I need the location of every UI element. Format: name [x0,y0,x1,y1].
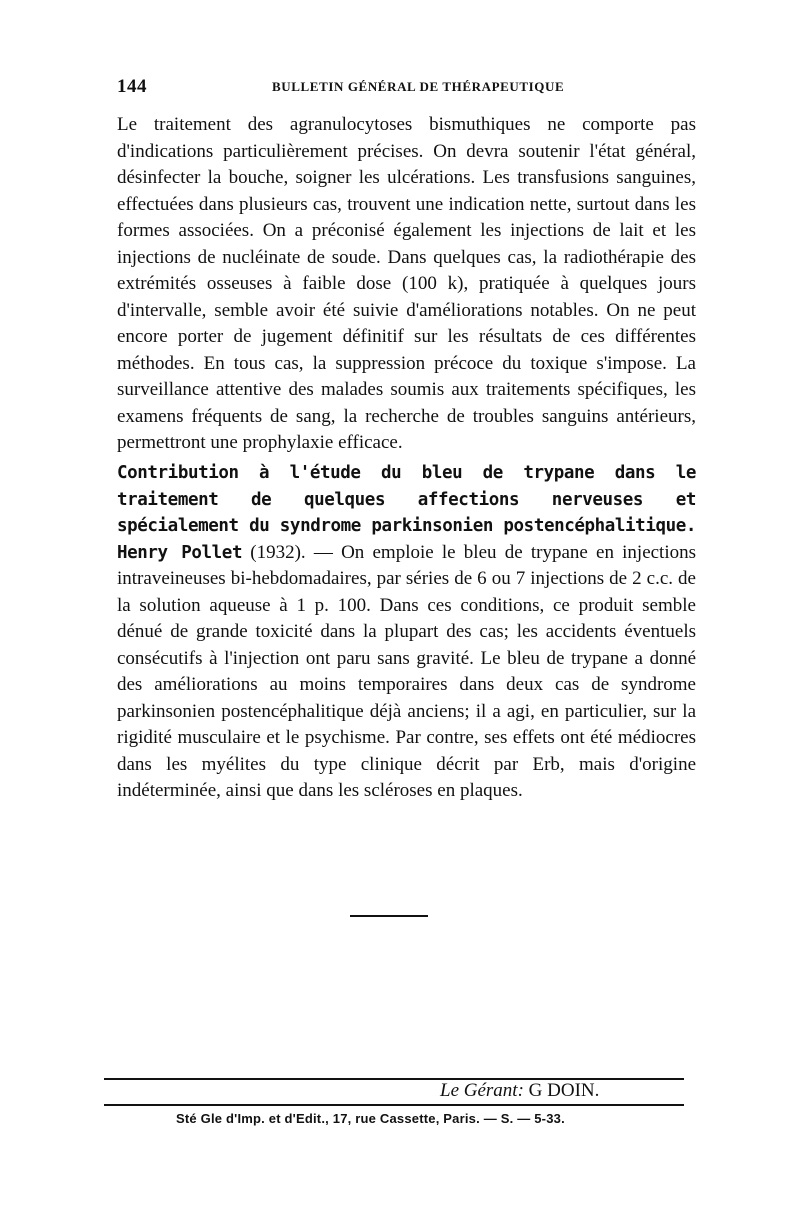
paragraph-agranulocytoses: Le traitement des agranulocytoses bismuthiques ne comporte pas d'indications particulièrement précises. On devra soutenir l'état général, désinfecter la bouche, soigner les ulcérations. Les transfusions sanguines, effectuées dans plusieurs cas, trouvent une indication nette, surtout dans les formes associées. On a préconisé également les injections de lait et les injections de nucléinate de soude. Dans quelques cas, la radiothérapie des extrémités osseuses à faible dose (100 k), pratiquée à quelques jours d'intervalle, semble avoir été suivie d'améliorations notables. On ne peut encore porter de jugement définitif sur les résultats de ces différentes méthodes. En tous cas, la suppression précoce du toxique s'impose. La surveillance attentive des malades soumis aux traitements spécifiques, les examens fréquents de sang, la recherche de troubles sanguins antérieurs, permettront une prophylaxie efficace. [117,114,696,453]
manager-label: Le Gérant: [440,1080,524,1101]
running-title: BULLETIN GÉNÉRAL DE THÉRAPEUTIQUE [272,79,565,94]
article-entry [117,460,696,805]
article-body: — On emploie le bleu de trypane en injections intraveineuses bi-hebdomadaires, par séries de 6 ou 7 injections de 2 c.c. de la solution aqueuse à 1 p. 100. Dans ces conditions, ce produit semble dénué de grande toxicité dans la plupart des cas; les accidents éventuels consécutifs à l'injection ont paru sans gravité. Le bleu de trypane a donné des améliorations au moins temporaires dans deux cas de syndrome parkinsonien postencéphalitique déjà anciens; il a agi, en particulier, sur la rigidité musculaire et le psychisme. Par contre, ses effets ont été médiocres dans les myélites du type clinique décrit par Erb, mais d'origine indéterminée, ainsi que dans les scléroses en plaques. [117,541,697,801]
article-year: (1932). [250,541,306,563]
article-title: Contribution à l'étude du bleu de trypane dans le traitement de quelques affections nerveuses et spécialement du syndrome parkinsonien postencéphalitique. [117,463,696,536]
article-author: Henry Pollet [117,542,243,563]
manager-signature [440,1080,690,1102]
manager-name: G DOIN. [528,1080,600,1101]
footer-rule-bottom [104,1104,684,1106]
page-header [117,76,697,96]
page-number: 144 [117,76,147,97]
printer-imprint: Sté Gle d'Imp. et d'Edit., 17, rue Cassette, Paris. — S. — 5-33. [176,1111,565,1126]
section-divider [350,915,428,917]
